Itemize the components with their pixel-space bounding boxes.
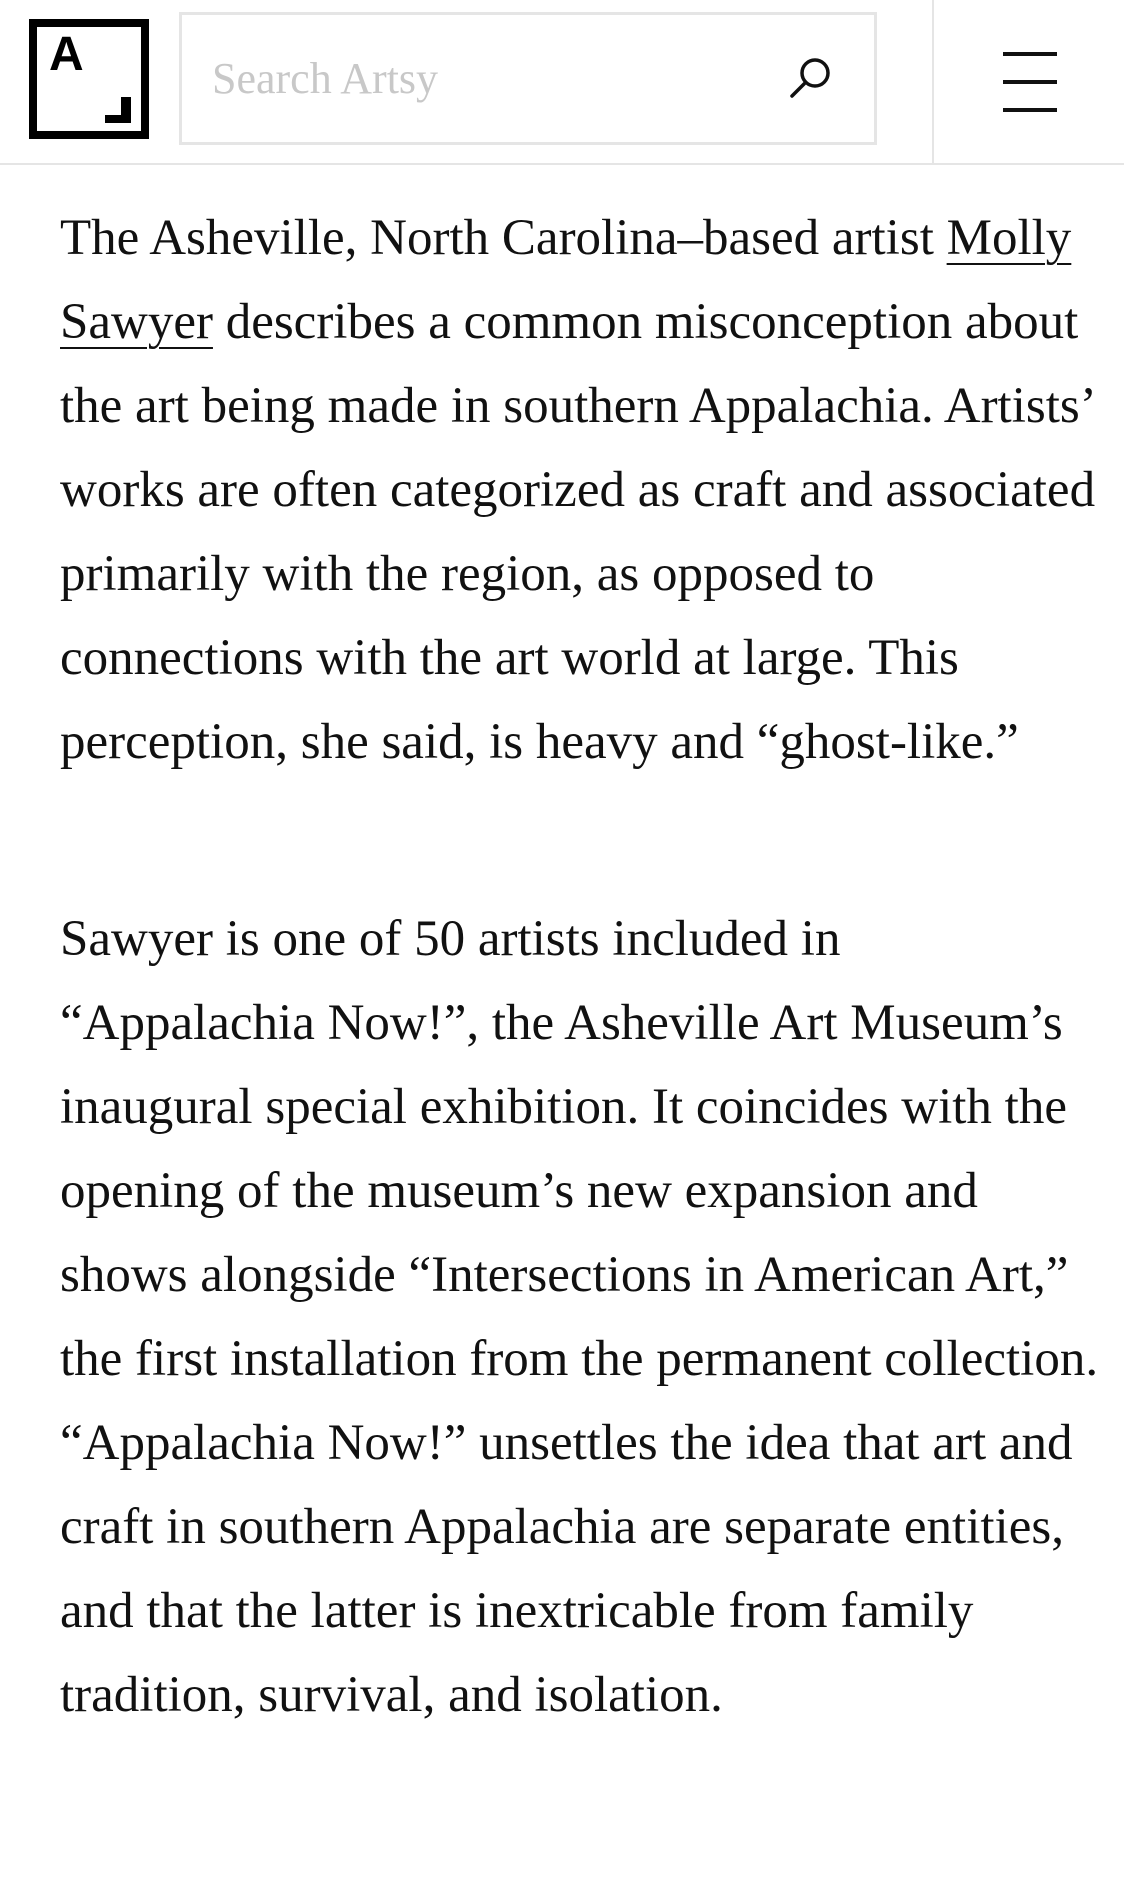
artist-link-molly-sawyer[interactable]: Molly Sawyer [60,210,1072,350]
paragraph-1-intro: The Asheville, North Carolina–based artist [60,210,947,266]
menu-button[interactable] [988,42,1068,122]
search-icon[interactable] [784,53,836,105]
article-paragraph-1 [60,196,1100,784]
header-divider [932,0,934,165]
article-body [60,196,1100,1737]
logo-notch-horizontal [105,115,131,123]
paragraph-1-rest: describes a common misconception about the art being made in southern Appalachia. Artists’ works are often categorized as craft and associated primarily with the region, as opposed to connections with the art world at large. This perception, she said, is heavy and “ghost-like.” [60,294,1096,770]
hamburger-menu-icon [1003,52,1057,56]
search-box [179,12,877,145]
site-header [0,0,1124,165]
logo-letter: A [49,28,84,81]
artsy-logo[interactable] [29,19,149,139]
search-input[interactable] [212,15,772,142]
menu-line-middle [1003,80,1057,84]
article-paragraph-2: Sawyer is one of 50 artists included in “Appalachia Now!”, the Asheville Art Museum’s inaugural special exhibition. It coincides with the opening of the museum’s new expansion and shows alongside “Intersections in American Art,” the first installation from the permanent collection. “Appalachia Now!” unsettles the idea that art and craft in southern Appalachia are separate entities, and that the latter is inextricable from family tradition, survival, and isolation. [60,911,1099,1723]
menu-line-bottom [1003,108,1057,112]
